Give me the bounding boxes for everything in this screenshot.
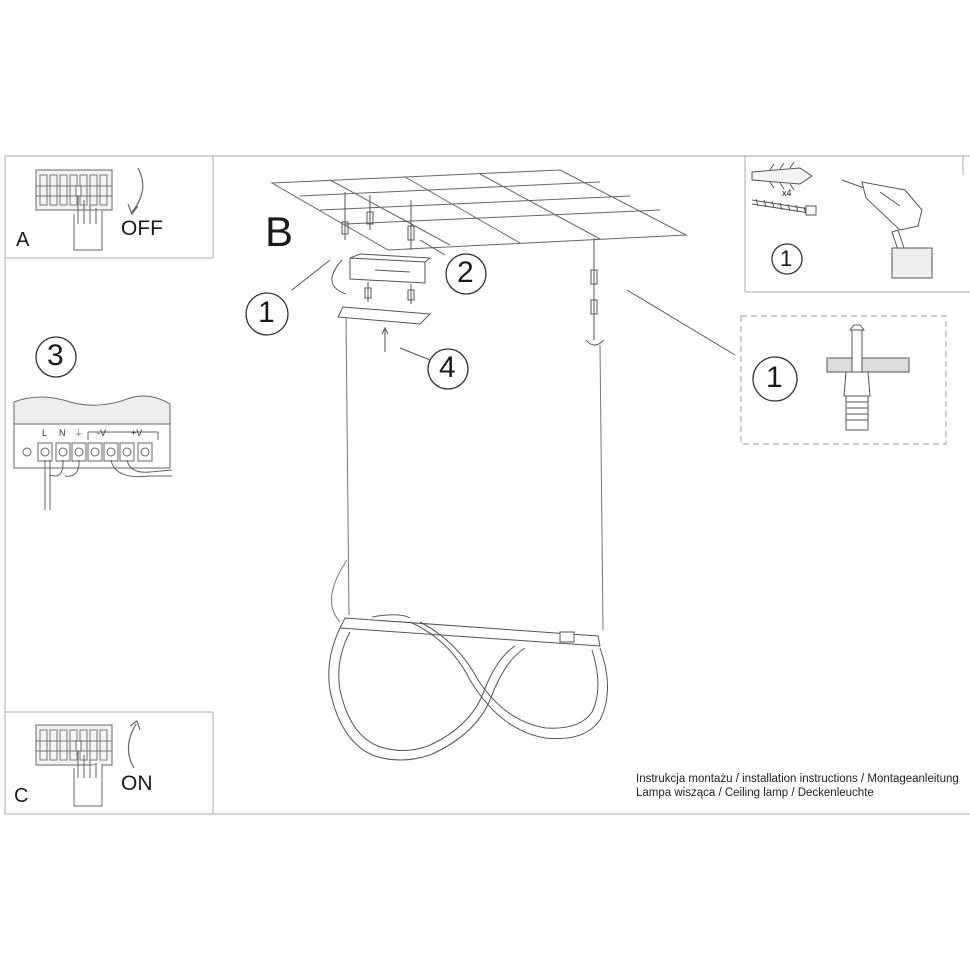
screw-icon <box>752 199 816 215</box>
panel-letter-b: B <box>265 208 294 255</box>
wall-plug-icon <box>752 162 812 190</box>
on-label: ON <box>121 772 153 795</box>
drill-icon <box>842 180 932 278</box>
terminal-label-plus-v: +V <box>131 428 143 438</box>
sheet-frame <box>5 156 970 814</box>
terminal-label-n: N <box>59 428 66 438</box>
off-label: OFF <box>121 217 163 240</box>
step-number-1-tools: 1 <box>780 246 793 271</box>
step-number-3: 3 <box>47 339 64 372</box>
panel-letter-a: A <box>16 229 30 251</box>
step-number-1-detail: 1 <box>766 361 783 394</box>
anchor-detail-icon <box>827 325 909 430</box>
arrow-icon <box>128 168 143 214</box>
step-number-1-main: 1 <box>258 296 275 329</box>
ceiling-plate <box>272 170 686 250</box>
caption-line-1: Instrukcja montażu / installation instructions / Montageanleitung <box>636 773 959 785</box>
caption-line-2: Lampa wisząca / Ceiling lamp / Deckenleuchte <box>636 787 874 799</box>
panel-letter-c: C <box>14 785 29 807</box>
quantity-label: x4 <box>782 188 792 198</box>
terminal-block-icon <box>14 396 172 510</box>
terminal-label-ground: ⏚ <box>74 429 84 439</box>
lamp-body <box>329 615 608 760</box>
terminal-label-minus-v: -V <box>97 428 106 438</box>
breaker-icon <box>36 725 112 765</box>
breaker-icon <box>36 170 112 210</box>
arrow-icon <box>128 721 140 768</box>
step-number-4: 4 <box>439 351 456 384</box>
step-number-2: 2 <box>457 256 474 289</box>
mounting-parts <box>292 192 735 360</box>
terminal-label-l: L <box>42 428 48 438</box>
